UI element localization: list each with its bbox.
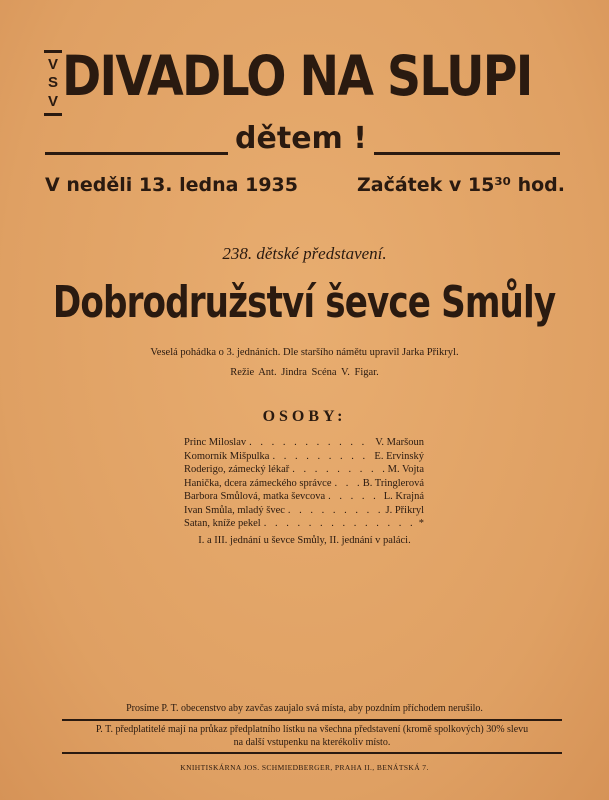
cast-actor: J. Přikryl: [385, 504, 424, 516]
cast-list: [184, 437, 424, 532]
leader-dots: [249, 437, 372, 448]
for-children-label: dětem !: [235, 121, 367, 156]
cast-row: [184, 491, 424, 505]
play-subtitle: Veselá pohádka o 3. jednáních. Dle staršího námětu upravil Jarka Přikryl.: [150, 347, 459, 358]
subscriber-notice-line-2: na další vstupenku na kterékoliv místo.: [233, 737, 391, 748]
cast-row: [184, 464, 424, 478]
cast-actor: *: [418, 518, 424, 529]
cast-role: Barbora Smůlová, matka ševcova: [184, 491, 326, 502]
subscriber-notice: [62, 723, 562, 749]
start-time: Začátek v 15³⁰ hod.: [357, 174, 565, 196]
cast-row: [184, 437, 424, 451]
leader-dots: [288, 505, 383, 516]
header-rule-left: [45, 152, 228, 155]
footer-rule-bottom: [62, 752, 562, 754]
leader-dots: [272, 451, 371, 462]
cast-role: Princ Miloslav: [184, 437, 247, 448]
cast-role: Ivan Smůla, mladý švec: [184, 504, 285, 516]
cast-row: [184, 451, 424, 465]
printer-imprint: KNIHTISKÁRNA JOS. SCHMIEDBERGER, PRAHA II., BENÁTSKÁ 7.: [180, 763, 429, 772]
header-rule-right: [374, 152, 560, 155]
vsv-letter-3: V: [47, 92, 58, 110]
footer-rule-top: [62, 719, 562, 721]
cast-actor: B. Tringlerová: [362, 477, 424, 489]
cast-actor: E. Ervinský: [374, 450, 424, 462]
cast-role: Komorník Mišpulka: [184, 450, 270, 462]
cast-role: Roderigo, zámecký lékař: [184, 464, 290, 475]
cast-actor: L. Krajná: [383, 491, 424, 502]
audience-notice: Prosíme P. T. obecenstvo aby zavčas zaujalo svá místa, aby pozdním příchodem nerušilo.: [126, 703, 483, 714]
play-title-text: Dobrodružství ševce Smůly: [53, 276, 556, 328]
cast-row: [184, 505, 424, 519]
cast-row: [184, 478, 424, 492]
performance-number: 238. dětské představení.: [222, 244, 387, 263]
play-title: [0, 276, 609, 328]
vsv-rule-bottom: [44, 113, 62, 116]
date-line: [45, 174, 565, 196]
leader-dots: [335, 478, 360, 489]
vsv-rule-top: [44, 50, 62, 53]
leader-dots: [264, 518, 416, 529]
cast-role: Hanička, dcera zámeckého správce: [184, 477, 332, 489]
subscriber-notice-line-1: P. T. předplatitelé mají na průkaz předplatního lístku na všechna představení (kromě spolkových) 30% slevu: [95, 724, 529, 735]
cast-heading: OSOBY:: [262, 408, 347, 425]
performance-date: V neděli 13. ledna 1935: [45, 174, 298, 196]
cast-row: [184, 518, 424, 532]
leader-dots: [292, 464, 384, 475]
cast-actor: M. Vojta: [387, 464, 424, 475]
theatre-name: DIVADLO NA SLUPI: [62, 44, 532, 108]
vsv-letter-1: V: [47, 55, 58, 73]
production-credits: Režie Ant. Jindra Scéna V. Figar.: [230, 367, 379, 378]
cast-actor: V. Maršoun: [375, 437, 424, 448]
acts-note: I. a III. jednání u ševce Smůly, II. jednání v paláci.: [198, 535, 411, 546]
cast-role: Satan, kníže pekel: [184, 518, 261, 529]
vsv-mark: [44, 50, 62, 116]
leader-dots: [328, 491, 381, 502]
vsv-letter-2: S: [47, 74, 58, 91]
